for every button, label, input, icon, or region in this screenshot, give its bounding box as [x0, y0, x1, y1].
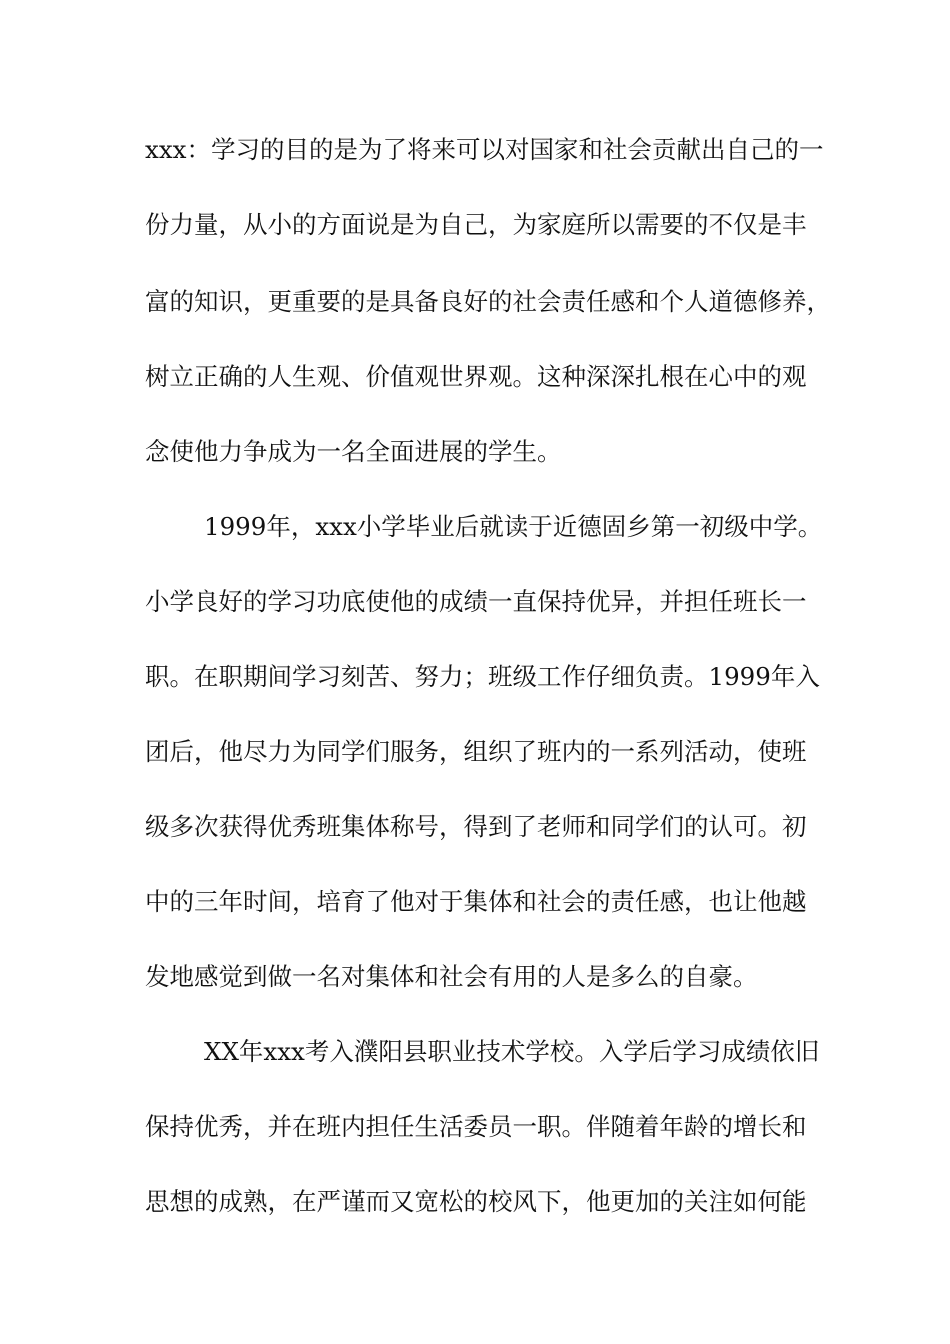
text-line: 发地感觉到做一名对集体和社会有用的人是多么的自豪。	[145, 962, 758, 991]
text-line: 保持优秀，并在班内担任生活委员一职。伴随着年龄的增长和	[145, 1112, 807, 1141]
text-line: 树立正确的人生观、价值观世界观。这种深深扎根在心中的观	[145, 362, 807, 391]
text-line: 思想的成熟，在严谨而又宽松的校风下，他更加的关注如何能	[145, 1187, 807, 1216]
paragraph-first-line: 1999年，xxx小学毕业后就读于近德固乡第一初级中学。	[204, 512, 823, 541]
paragraph-first-line: XX年xxx考入濮阳县职业技术学校。入学后学习成绩依旧	[204, 1037, 820, 1066]
text-line: 念使他力争成为一名全面进展的学生。	[145, 437, 562, 466]
text-line: 富的知识，更重要的是具备良好的社会责任感和个人道德修养，	[145, 287, 831, 316]
text-line: 团后，他尽力为同学们服务，组织了班内的一系列活动，使班	[145, 737, 807, 766]
text-line: 职。在职期间学习刻苦、努力；班级工作仔细负责。1999年入	[145, 662, 820, 691]
text-line: 中的三年时间，培育了他对于集体和社会的责任感，也让他越	[145, 887, 807, 916]
text-line: 份力量，从小的方面说是为自己，为家庭所以需要的不仅是丰	[145, 210, 807, 239]
text-line: 小学良好的学习功底使他的成绩一直保持优异，并担任班长一	[145, 587, 807, 616]
text-line: 级多次获得优秀班集体称号，得到了老师和同学们的认可。初	[145, 812, 807, 841]
text-line: xxx：学习的目的是为了将来可以对国家和社会贡献出自己的一	[145, 135, 824, 164]
